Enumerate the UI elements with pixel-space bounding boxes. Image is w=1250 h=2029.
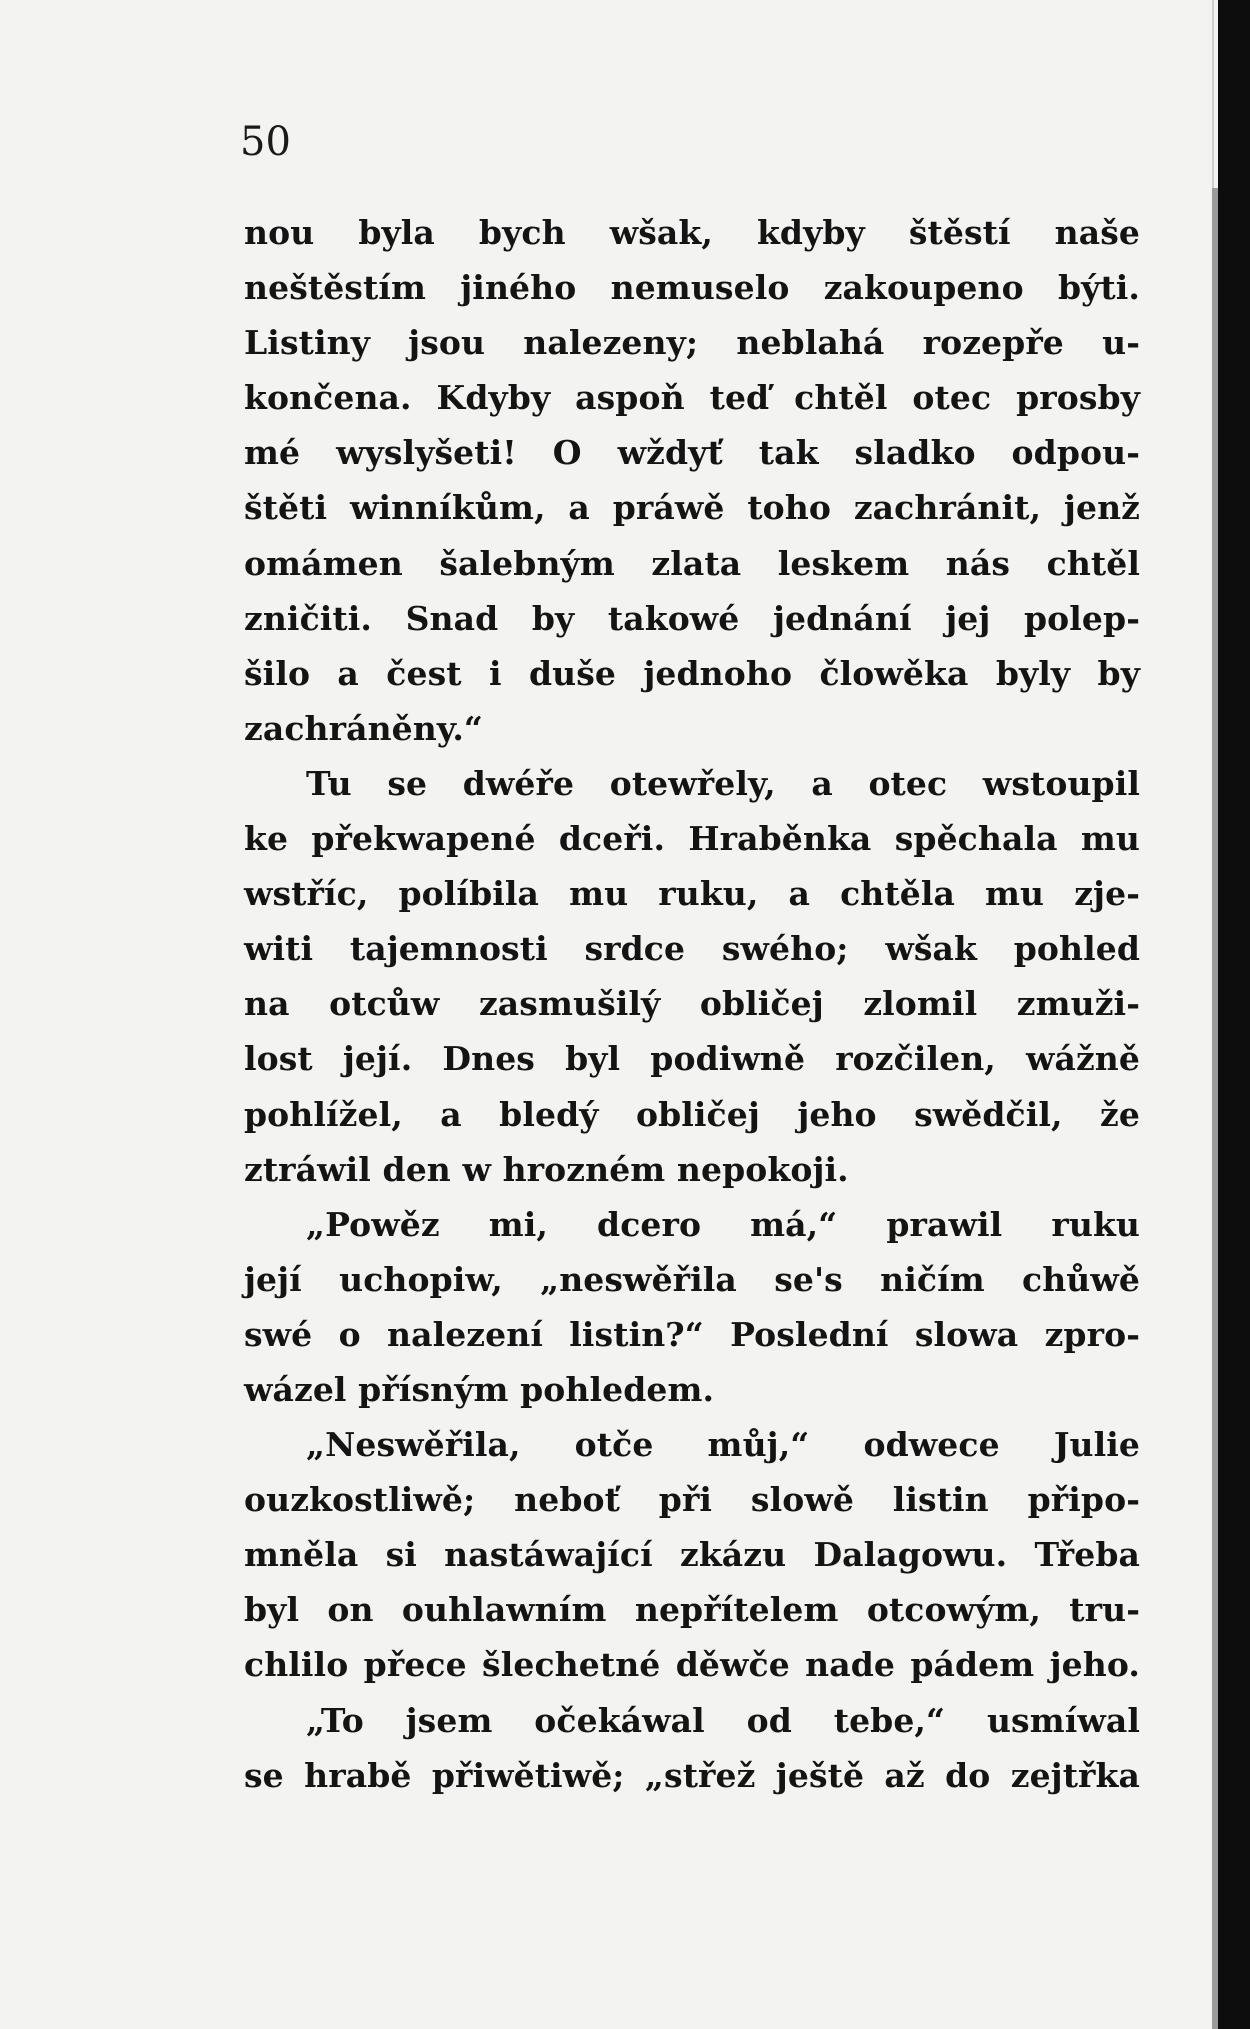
text-line: byl on ouhlawním nepřítelem otcowým, tru‑ [244, 1590, 1140, 1630]
text-line: wázel přísným pohledem. [244, 1369, 715, 1409]
text-line: mé wyslyšeti! O wždyť tak sladko odpou‑ [244, 433, 1140, 473]
text-line: chlilo přece šlechetné děwče nade pádem jeho. [244, 1645, 1140, 1685]
scan-edge-border [1218, 0, 1250, 2029]
text-line: ouzkostliwě; neboť při slowě listin připo‑ [244, 1480, 1140, 1520]
text-line: její uchopiw, „neswěřila se's ničím chůwě [244, 1259, 1140, 1299]
scan-edge-line [1212, 0, 1214, 188]
text-line: zachráněny.“ [244, 708, 484, 748]
text-line: swé o nalezení listin?“ Poslední slowa zpro‑ [244, 1314, 1140, 1354]
text-line: „Powěz mi, dcero má,“ prawil ruku [306, 1204, 1140, 1244]
text-line: Listiny jsou nalezeny; neblahá rozepře u‑ [244, 323, 1140, 363]
text-line: mněla si nastáwající zkázu Dalagowu. Třeba [244, 1535, 1140, 1575]
text-line: Tu se dwéře otewřely, a otec wstoupil [306, 763, 1140, 803]
text-line: pohlížel, a bledý obličej jeho swědčil, že [244, 1094, 1140, 1134]
text-line: omámen šalebným zlata leskem nás chtěl [244, 543, 1140, 583]
text-line: ztráwil den w hrozném nepokoji. [244, 1149, 849, 1189]
text-line: se hrabě přiwětiwě; „střež ještě až do zejtřka [244, 1755, 1140, 1795]
text-line: „Neswěřila, otče můj,“ odwece Julie [306, 1425, 1140, 1465]
text-line: na otcůw zasmušilý obličej zlomil zmuži‑ [244, 984, 1140, 1024]
text-line: „To jsem očekáwal od tebe,“ usmíwal [306, 1700, 1140, 1740]
text-line: lost její. Dnes byl podiwně rozčilen, wážně [244, 1039, 1140, 1079]
text-line: neštěstím jiného nemuselo zakoupeno býti. [244, 268, 1140, 308]
text-line: witi tajemnosti srdce swého; wšak pohled [244, 929, 1140, 969]
text-line: wstříc, políbila mu ruku, a chtěla mu zje‑ [244, 874, 1140, 914]
body-text [244, 205, 1140, 1803]
text-line: nou byla bych wšak, kdyby štěstí naše [244, 213, 1140, 252]
page-number: 50 [240, 119, 291, 165]
text-line: štěti winníkům, a práwě toho zachránit, jenž [244, 488, 1140, 528]
text-line: ke překwapené dceři. Hraběnka spěchala mu [244, 819, 1140, 859]
text-line: končena. Kdyby aspoň teď chtěl otec prosby [244, 378, 1140, 418]
text-line: šilo a čest i duše jednoho člowěka byly by [244, 653, 1140, 693]
text-line: zničiti. Snad by takowé jednání jej polep‑ [244, 598, 1140, 638]
